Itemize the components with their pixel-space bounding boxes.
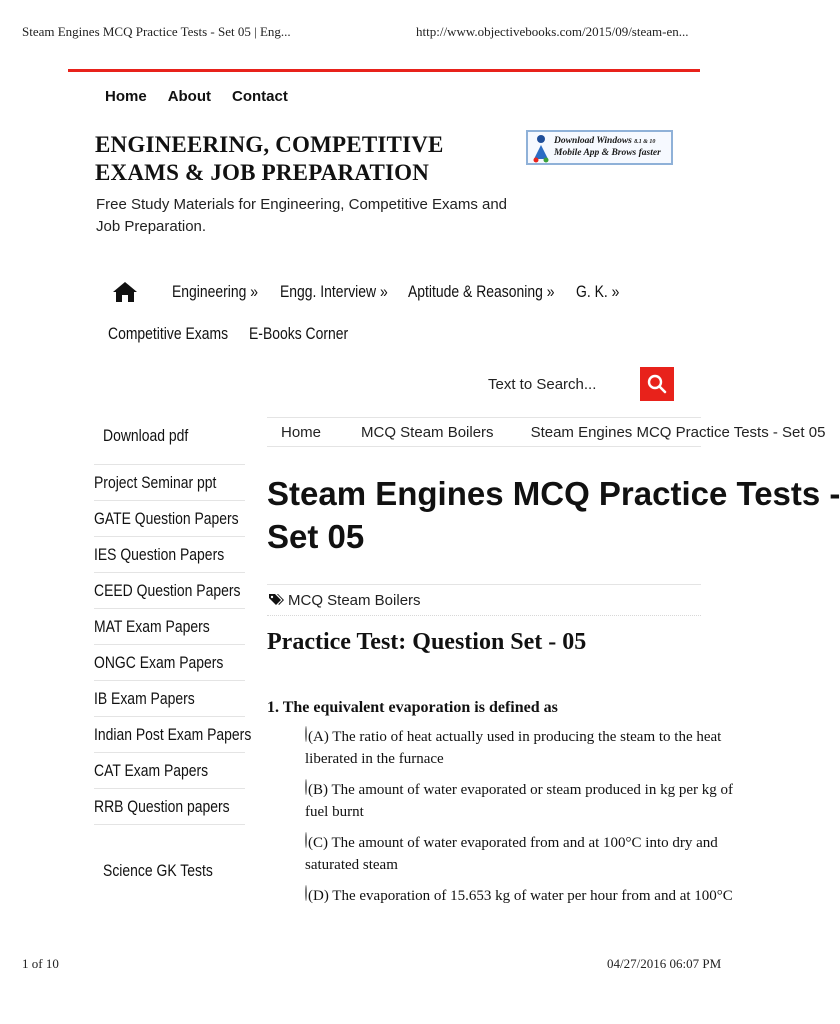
banner-line1-small: 8.1 & 10 [634, 139, 656, 145]
option-b-text: (B) The amount of water evaporated or steam produced in kg per kg of [308, 782, 733, 798]
breadcrumb-current: Steam Engines MCQ Practice Tests - Set 05 [530, 423, 826, 441]
sidebar-item[interactable] [94, 465, 245, 501]
sidebar-item-label: Project Seminar ppt [94, 472, 217, 492]
sidebar-item[interactable] [94, 789, 245, 825]
app-logo-icon [530, 133, 552, 163]
sidebar [94, 418, 252, 889]
sidebar-item-label: GATE Question Papers [94, 508, 239, 528]
search-box [470, 367, 674, 402]
top-nav-about-link[interactable]: About [167, 88, 212, 105]
top-accent-rule [68, 69, 700, 72]
banner-line1: Download Windows [554, 136, 632, 146]
search-input[interactable] [470, 367, 638, 402]
nav-slot [249, 324, 369, 344]
top-nav [105, 88, 309, 105]
answer-option-a [305, 726, 722, 770]
nav-competitive-exams[interactable]: Competitive Exams [108, 324, 229, 343]
sidebar-item-label: CEED Question Papers [94, 580, 241, 600]
sidebar-item[interactable] [94, 501, 245, 537]
sidebar-item-label: CAT Exam Papers [94, 760, 209, 780]
sidebar-item-label: ONGC Exam Papers [94, 652, 224, 672]
option-c-text: (C) The amount of water evaporated from and at 100°C into dry and [308, 835, 718, 851]
sidebar-item-label: IES Question Papers [94, 544, 225, 564]
main-nav [108, 278, 668, 343]
option-a-radio[interactable] [305, 726, 307, 742]
sidebar-heading-download-pdf: Download pdf [103, 426, 189, 445]
print-datetime: 04/27/2016 06:07 PM [607, 956, 722, 971]
option-c-radio[interactable] [305, 832, 307, 848]
nav-gk[interactable]: G. K. » [576, 282, 620, 301]
answer-option-d [305, 885, 733, 907]
tags-icon [268, 593, 285, 607]
breadcrumb-category[interactable]: MCQ Steam Boilers [361, 423, 494, 441]
sidebar-heading-science-gk: Science GK Tests [103, 861, 213, 880]
search-button[interactable] [640, 367, 674, 401]
sidebar-item[interactable] [94, 681, 245, 717]
nav-slot [280, 282, 408, 302]
sidebar-item-label: MAT Exam Papers [94, 616, 210, 636]
nav-engg-interview[interactable]: Engg. Interview » [280, 282, 388, 301]
nav-ebooks-corner[interactable]: E-Books Corner [249, 324, 349, 343]
nav-slot [172, 282, 280, 302]
print-page-url: http://www.objectivebooks.com/2015/09/steam-en... [416, 24, 689, 39]
top-nav-home-link[interactable]: Home [105, 88, 147, 105]
nav-slot [576, 282, 626, 302]
answer-option-c [305, 832, 718, 876]
download-app-banner[interactable] [526, 130, 673, 165]
breadcrumb-home[interactable]: Home [281, 423, 322, 441]
sidebar-item[interactable] [94, 753, 245, 789]
sidebar-item[interactable] [94, 717, 252, 753]
page-title [267, 472, 840, 558]
page-title-line2: Set 05 [267, 518, 365, 555]
sidebar-item-label: Indian Post Exam Papers [94, 724, 252, 744]
sidebar-item[interactable] [94, 573, 245, 609]
site-description: Free Study Materials for Engineering, Competitive Exams and Job Preparation. [96, 196, 508, 235]
nav-aptitude-reasoning[interactable]: Aptitude & Reasoning » [408, 282, 555, 301]
site-title[interactable]: ENGINEERING, COMPETITIVE EXAMS & JOB PREPARATION [95, 132, 444, 185]
top-nav-contact-link[interactable]: Contact [232, 88, 288, 105]
option-b-text-cont: fuel burnt [305, 804, 364, 820]
post-content [267, 417, 840, 937]
sidebar-item[interactable] [94, 645, 245, 681]
post-category-link[interactable]: MCQ Steam Boilers [288, 591, 421, 609]
banner-line2: Mobile App & Brows faster [554, 148, 661, 158]
option-c-text-cont: saturated steam [305, 857, 398, 873]
breadcrumb [267, 417, 826, 447]
answer-option-b [305, 779, 733, 823]
print-page-title: Steam Engines MCQ Practice Tests - Set 05 | Eng... [22, 24, 291, 39]
search-icon [647, 374, 667, 394]
option-a-text: (A) The ratio of heat actually used in producing the steam to the heat [308, 729, 722, 745]
practice-test-heading: Practice Test: Question Set - 05 [267, 629, 587, 655]
sidebar-item-label: RRB Question papers [94, 796, 230, 816]
sidebar-item[interactable] [94, 609, 245, 645]
question-text: 1. The equivalent evaporation is defined as [267, 699, 558, 716]
post-meta [267, 584, 701, 616]
sidebar-list [94, 464, 252, 825]
print-page-number: 1 of 10 [22, 956, 59, 971]
answer-options [305, 726, 733, 907]
option-a-text-cont: liberated in the furnace [305, 751, 444, 767]
nav-engineering[interactable]: Engineering » [172, 282, 259, 301]
option-d-radio[interactable] [305, 885, 307, 901]
page-title-line1: Steam Engines MCQ Practice Tests - [267, 475, 840, 512]
option-b-radio[interactable] [305, 779, 307, 795]
option-d-text: (D) The evaporation of 15.653 kg of water per hour from and at 100°C [308, 888, 733, 904]
sidebar-item-label: IB Exam Papers [94, 688, 195, 708]
home-icon[interactable] [112, 281, 138, 303]
sidebar-item[interactable] [94, 537, 245, 573]
nav-slot [108, 324, 249, 344]
nav-slot [408, 282, 576, 302]
banner-text [554, 136, 661, 159]
